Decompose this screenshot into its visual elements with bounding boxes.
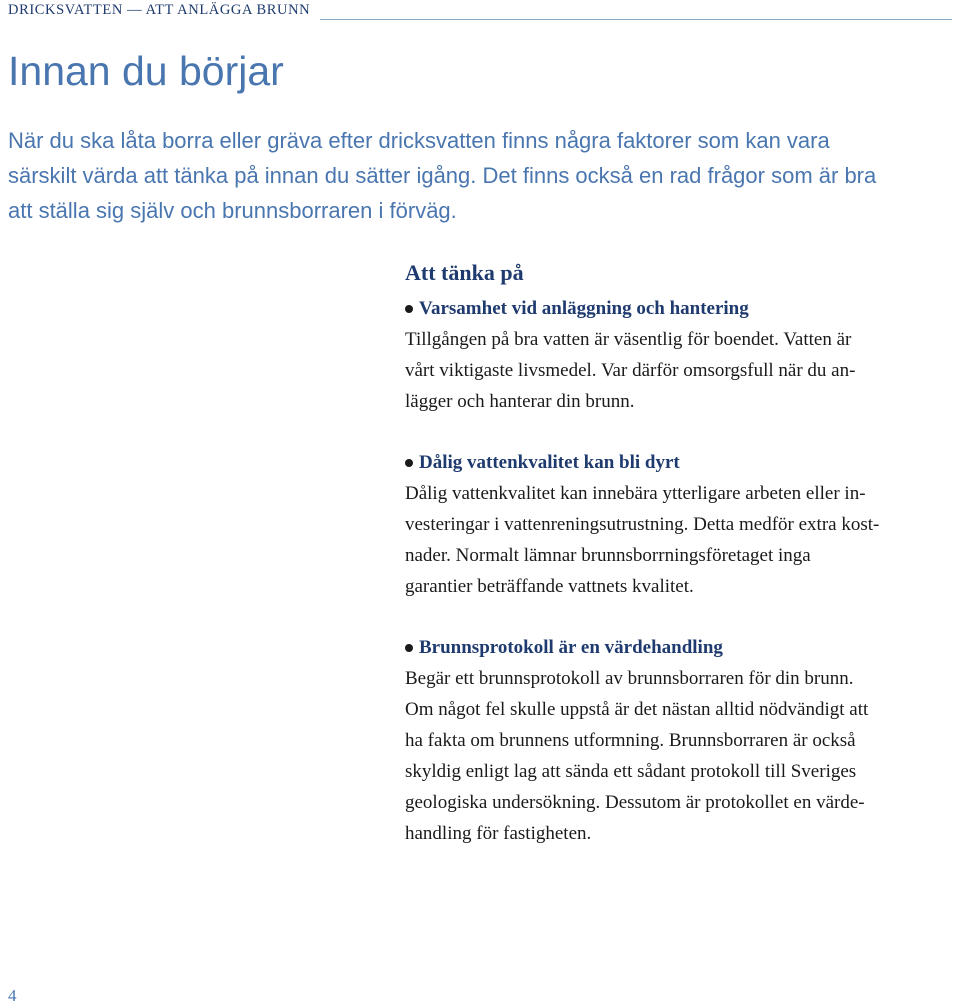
item-line: Dålig vattenkvalitet kan innebära ytterligare arbeten eller in- — [405, 483, 866, 504]
item-line: handling för fastigheten. — [405, 823, 592, 844]
item-line: geologiska undersökning. Dessutom är protokollet en värde- — [405, 792, 865, 813]
list-item — [405, 447, 955, 602]
things-to-consider-section — [405, 258, 955, 849]
section-title: Att tänka på — [405, 260, 524, 285]
item-line: Om något fel skulle uppstå är det nästan alltid nödvändigt att — [405, 699, 869, 720]
item-body — [405, 324, 955, 417]
intro-line: att ställa sig själv och brunnsborraren i förväg. — [8, 198, 457, 223]
item-heading — [405, 293, 955, 324]
item-line: vesteringar i vattenreningsutrustning. Detta medför extra kost- — [405, 514, 880, 535]
list-item — [405, 632, 955, 849]
item-body — [405, 478, 955, 602]
item-line: nader. Normalt lämnar brunnsborrningsföretaget inga — [405, 545, 811, 566]
item-heading-text: Brunnsprotokoll är en värdehandling — [419, 637, 723, 658]
item-line: vårt viktigaste livsmedel. Var därför omsorgsfull när du an- — [405, 360, 856, 381]
bullet-icon — [405, 644, 413, 652]
item-line: ha fakta om brunnens utformning. Brunnsborraren är också — [405, 730, 856, 751]
item-heading — [405, 447, 955, 478]
item-heading-text: Dålig vattenkvalitet kan bli dyrt — [419, 452, 680, 473]
header-rule — [320, 19, 952, 20]
item-heading-text: Varsamhet vid anläggning och hantering — [419, 298, 749, 319]
intro-paragraph — [8, 123, 953, 228]
running-header — [8, 0, 952, 24]
item-line: Tillgången på bra vatten är väsentlig för boendet. Vatten är — [405, 329, 852, 350]
bullet-icon — [405, 305, 413, 313]
item-line: Begär ett brunnsprotokoll av brunnsborraren för din brunn. — [405, 668, 854, 689]
page-number: 4 — [8, 986, 17, 1005]
bullet-icon — [405, 459, 413, 467]
intro-line: När du ska låta borra eller gräva efter dricksvatten finns några faktorer som kan vara — [8, 128, 830, 153]
intro-line: särskilt värda att tänka på innan du sätter igång. Det finns också en rad frågor som är bra — [8, 163, 877, 188]
item-line: lägger och hanterar din brunn. — [405, 391, 635, 412]
item-heading — [405, 632, 955, 663]
item-body — [405, 663, 955, 849]
item-line: skyldig enligt lag att sända ett sådant protokoll till Sveriges — [405, 761, 857, 782]
list-item — [405, 293, 955, 417]
running-head-text: DRICKSVATTEN — ATT ANLÄGGA BRUNN — [8, 2, 311, 18]
item-line: garantier beträffande vattnets kvalitet. — [405, 576, 694, 597]
page-title: Innan du börjar — [8, 48, 284, 94]
